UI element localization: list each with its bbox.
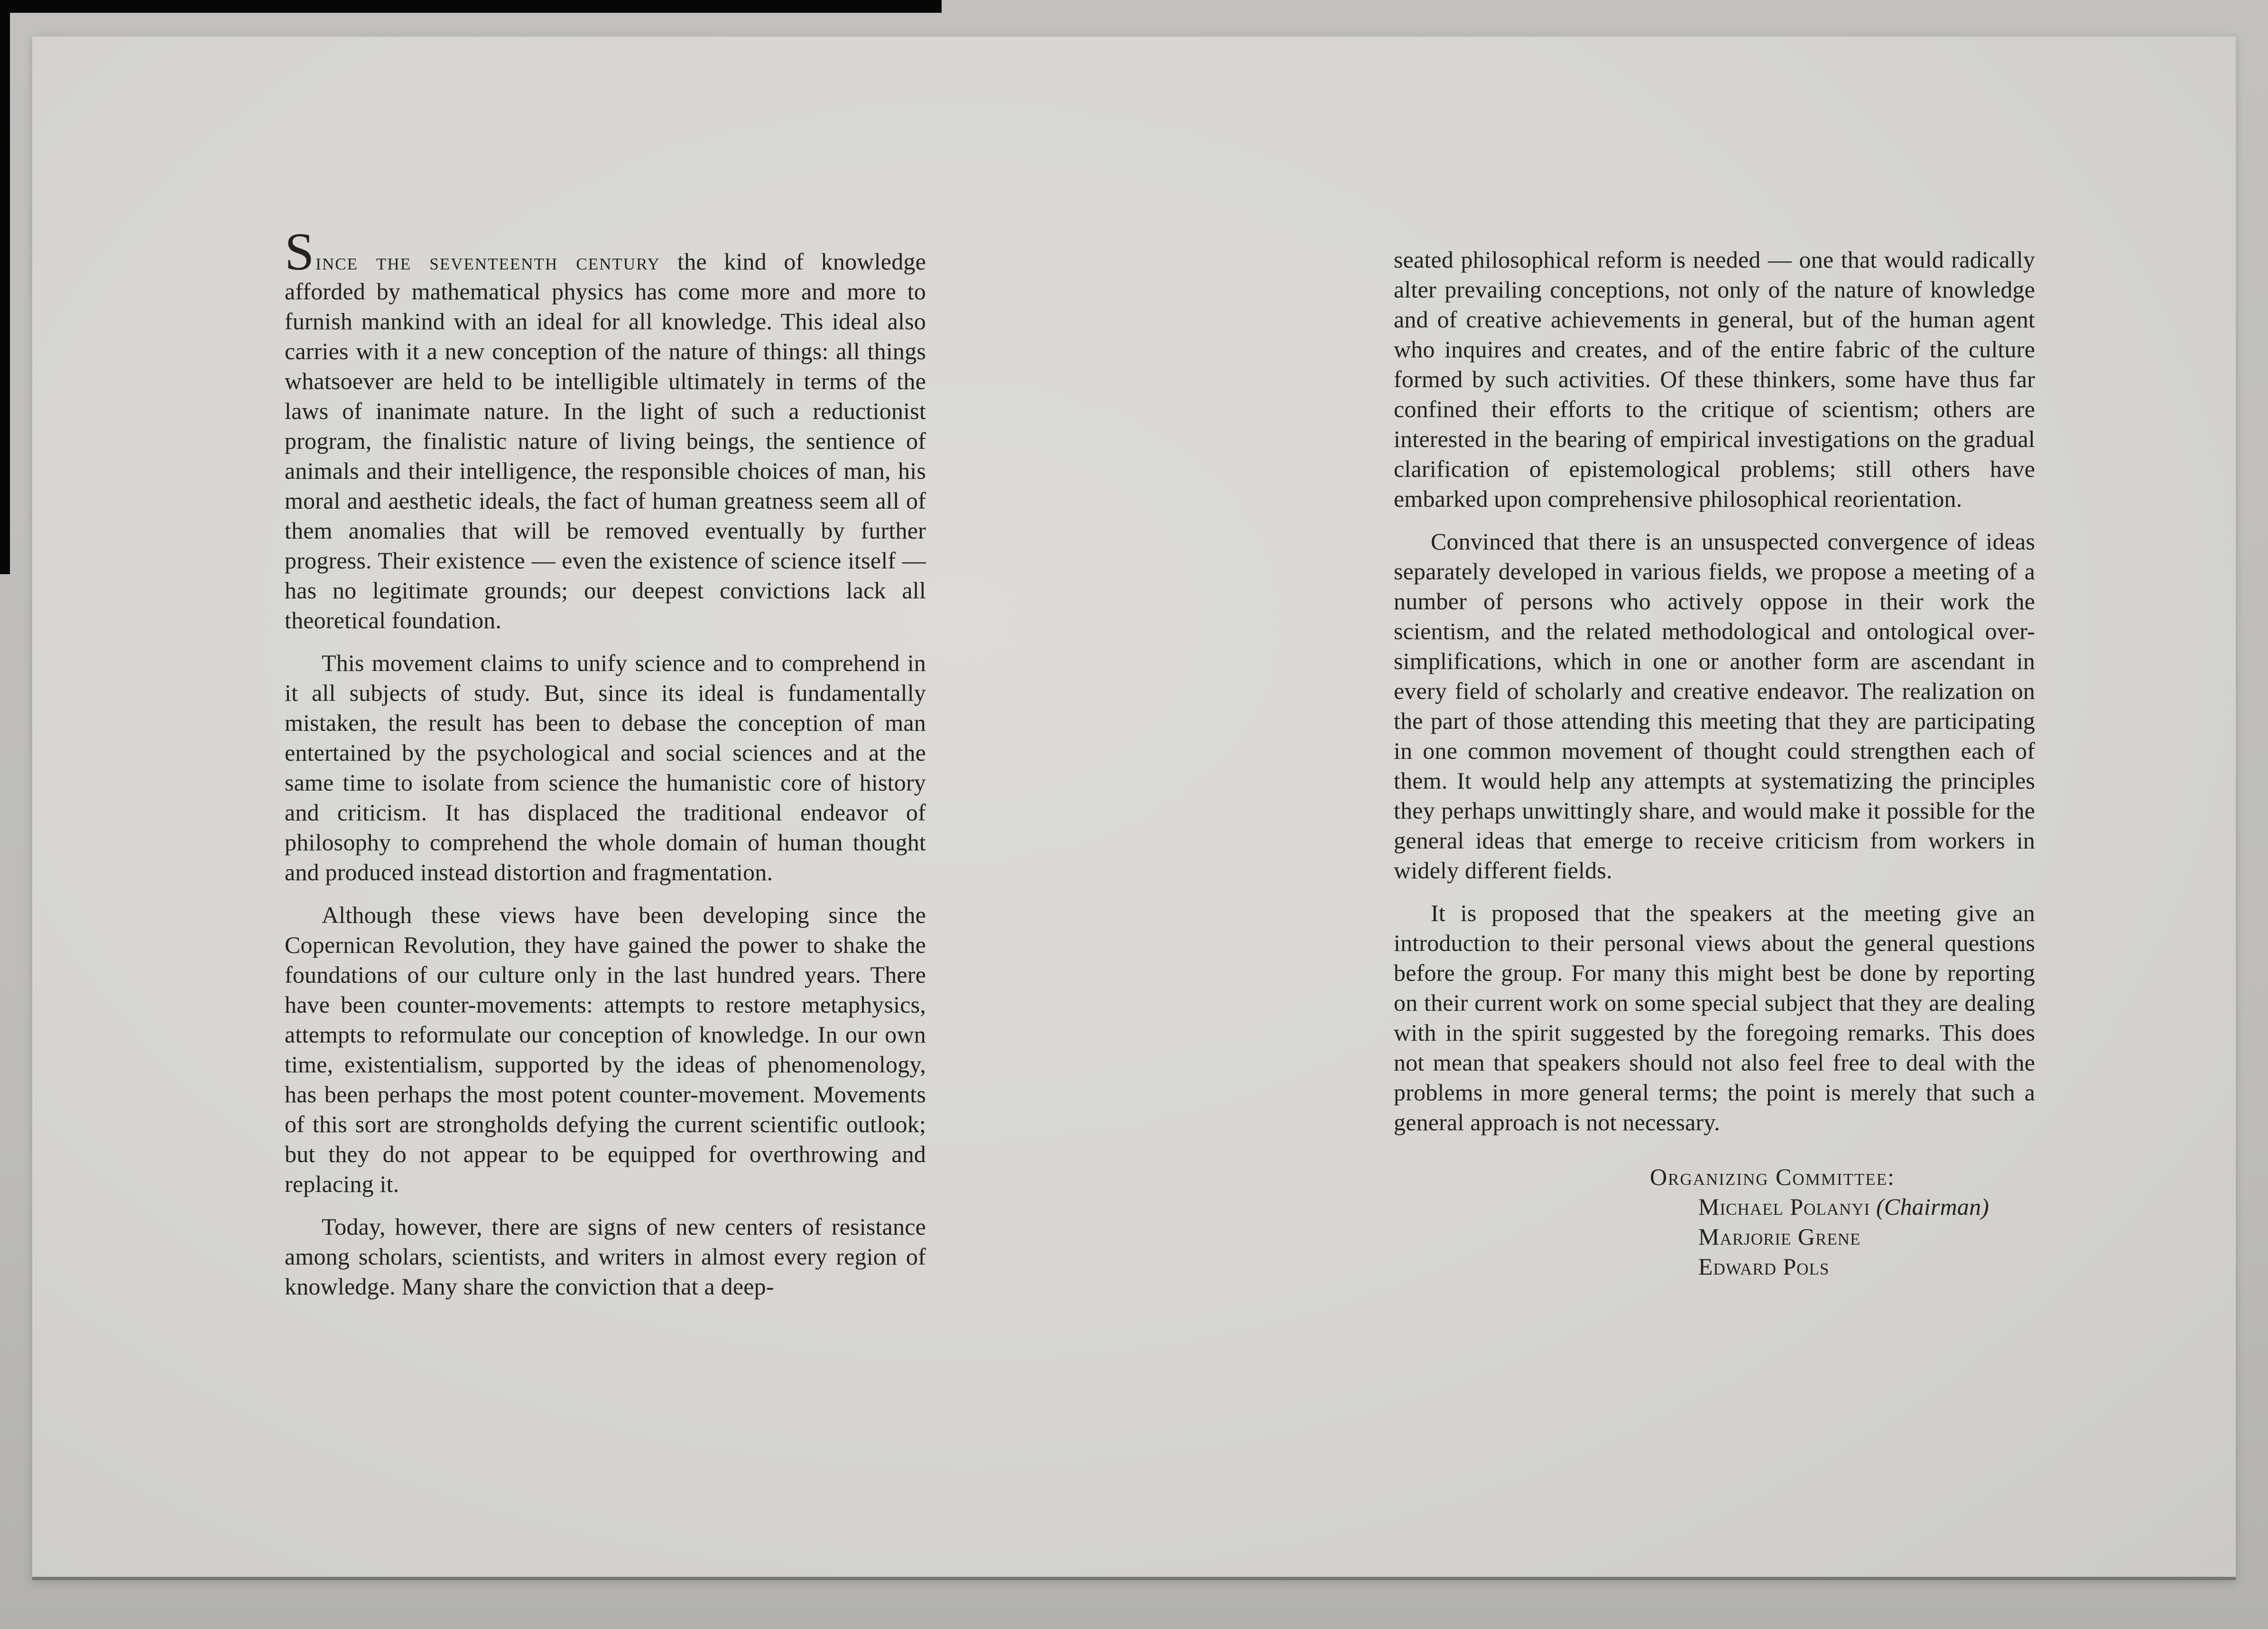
scanner-edge-left bbox=[0, 0, 10, 574]
member-role: (Chairman) bbox=[1876, 1193, 1990, 1220]
member-name: Edward Pols bbox=[1698, 1253, 1830, 1280]
lead-small-caps: ince the seventeenth century bbox=[315, 248, 660, 275]
lead-paragraph-text: the kind of knowledge afforded by mathematical physics has come more and more to furnish mankind with an ideal for all knowledge. This ideal also carries with it a new conception of the nature of things: all things whatsoever are held to be intelligible ultimately in terms of the laws of inanimate nature. In the light of such a reductionist program, the finalistic nature of living beings, the sentience of animals and their intelligence, the responsible choices of man, his moral and aesthetic ideals, the fact of human greatness seem all of them anomalies that will be removed eventually by further progress. Their existence — even the existence of science itself — has no legitimate grounds; our deepest convictions lack all theoretical foundation. bbox=[285, 248, 926, 633]
paragraph: This movement claims to unify science and to comprehend in it all subjects of study. But, since its ideal is fundamentally mistaken, the result has been to debase the conception of man entertained by the psychological and social sciences and at the same time to isolate from science the humanistic core of history and criticism. It has displaced the traditional endeavor of philosophy to comprehend the whole domain of human thought and produced instead distortion and fragmentation. bbox=[285, 650, 926, 885]
organizing-committee-block bbox=[1394, 1162, 2035, 1282]
lead-paragraph bbox=[285, 223, 926, 635]
scanner-edge-top bbox=[0, 0, 942, 13]
paragraph: Convinced that there is an unsuspected convergence of ideas separately developed in various fields, we propose a meeting of a number of persons who actively oppose in their work the scientism, and the related methodological and ontological over-simplifications, which in one or another form are ascendant in every field of scholarly and creative endeavor. The realization on the part of those attending this meeting that they are participating in one common movement of thought could strengthen each of them. It would help any attempts at systematizing the principles they perhaps unwittingly share, and would make it possible for the general ideas that emerge to receive criticism from workers in widely different fields. bbox=[1394, 528, 2035, 884]
paragraph: It is proposed that the speakers at the meeting give an introduction to their personal views about the general questions before the group. For many this might best be done by reporting on their current work on some special subject that they are dealing with in the spirit suggested by the foregoing remarks. This does not mean that speakers should not also feel free to deal with the problems in more general terms; the point is merely that such a general approach is not necessary. bbox=[1394, 900, 2035, 1136]
member-name: Michael Polanyi bbox=[1698, 1193, 1870, 1220]
member-name: Marjorie Grene bbox=[1698, 1223, 1861, 1250]
committee-member bbox=[1698, 1222, 2035, 1252]
committee-members bbox=[1698, 1192, 2035, 1282]
right-column bbox=[1394, 245, 2035, 1282]
paragraph-continuation: seated philosophical reform is needed — one that would radically alter prevailing conceptions, not only of the nature of knowledge and of creative achievements in general, but of the human agent who inquires and creates, and of the entire fabric of the culture formed by such activities. Of these thinkers, some have thus far confined their efforts to the critique of scientism; others are interested in the bearing of empirical investigations on the gradual clarification of epistemological problems; still others have embarked upon comprehensive philosophical reorientation. bbox=[1394, 246, 2035, 512]
left-column bbox=[285, 223, 926, 1302]
initial-capital: S bbox=[285, 223, 316, 281]
paragraph: Today, however, there are signs of new centers of resistance among scholars, scientists, and writers in almost every region of knowledge. Many share the conviction that a deep- bbox=[285, 1213, 926, 1300]
paragraph: Although these views have been developing since the Copernican Revolution, they have gained the power to shake the foundations of our culture only in the last hundred years. There have been counter-movements: attempts to restore metaphysics, attempts to reformulate our conception of knowledge. In our own time, existentialism, supported by the ideas of phenomenology, has been perhaps the most potent counter-movement. Movements of this sort are strongholds defying the current scientific outlook; but they do not appear to be equipped for overthrowing and replacing it. bbox=[285, 902, 926, 1197]
committee-member bbox=[1698, 1192, 2035, 1222]
committee-member bbox=[1698, 1252, 2035, 1282]
committee-heading: Organizing Committee: bbox=[1650, 1164, 1895, 1190]
